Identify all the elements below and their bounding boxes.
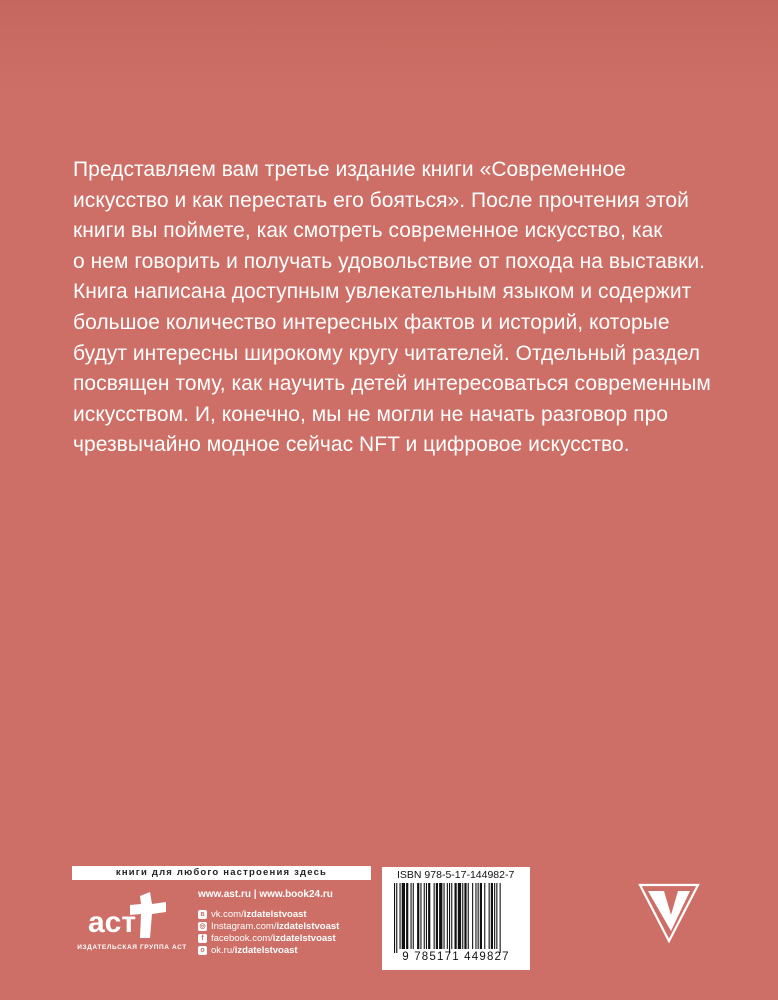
- barcode-bar: [494, 883, 495, 949]
- barcode-bar: [394, 883, 395, 953]
- publisher-block: [72, 886, 192, 958]
- barcode-bar: [500, 883, 501, 953]
- odnoklassniki-icon: о: [198, 946, 207, 955]
- barcode-bar: [468, 883, 469, 949]
- publisher-links: [198, 889, 378, 956]
- barcode-bar: [426, 883, 427, 949]
- barcode-bars: [394, 883, 518, 953]
- social-prefix: ok.ru/: [211, 944, 235, 956]
- website-links[interactable]: www.ast.ru | www.book24.ru: [198, 889, 333, 900]
- barcode-bar: [484, 883, 485, 949]
- social-link-facebook[interactable]: [198, 932, 378, 944]
- vk-icon: в: [198, 910, 207, 919]
- barcode-bar: [464, 883, 466, 949]
- barcode-bar: [413, 883, 414, 949]
- description-line: искусством. И, конечно, мы не могли не начать разговор про: [73, 402, 669, 426]
- social-prefix: facebook.com/: [211, 932, 273, 944]
- social-handle: izdatelstvoast: [276, 920, 340, 932]
- description-line: посвящен тому, как научить детей интересоваться современным: [73, 372, 711, 396]
- description-line: Представляем вам третье издание книги «Современное: [73, 158, 626, 181]
- barcode-bar: [475, 883, 476, 949]
- description-line: большое количество интересных фактов и историй, которые: [73, 310, 670, 334]
- barcode-bar: [417, 883, 419, 949]
- slogan-banner: книги для любого настроения здесь: [72, 866, 371, 880]
- social-handle: izdatelstvoast: [272, 932, 336, 944]
- barcode-bar: [434, 883, 435, 949]
- ast-logo-icon: [86, 890, 178, 942]
- isbn-number: ISBN 978-5-17-144982-7: [397, 869, 515, 881]
- description-line: о нем говорить и получать удовольствие от похода на выставки.: [73, 249, 706, 273]
- barcode-bar: [447, 883, 448, 949]
- barcode-bar: [439, 883, 442, 949]
- social-handle: izdatelstvoast: [243, 908, 307, 920]
- barcode-bar: [402, 883, 405, 949]
- barcode-bar: [424, 883, 425, 949]
- social-link-vk[interactable]: [198, 908, 378, 920]
- social-link-instagram[interactable]: [198, 920, 378, 932]
- barcode-bar: [444, 883, 445, 949]
- barcode-bar: [462, 883, 463, 949]
- barcode-bar: [420, 883, 421, 949]
- barcode-bar: [400, 883, 401, 949]
- facebook-icon: f: [198, 934, 207, 943]
- book-description: [73, 155, 733, 461]
- description-line: будут интересны широкому кругу читателей. Отдельный раздел: [73, 341, 701, 365]
- barcode-bar: [436, 883, 438, 949]
- barcode: [382, 867, 530, 970]
- top-shadow: [0, 0, 778, 90]
- description-line: искусство и как перестать его бояться». После прочтения этой: [73, 188, 689, 212]
- ean-digits: 9 785171 449827: [402, 951, 510, 963]
- description-line: книги вы поймете, как смотреть современное искусство, как: [73, 219, 663, 243]
- barcode-bar: [411, 883, 412, 949]
- social-link-ok[interactable]: [198, 944, 378, 956]
- social-prefix: vk.com/: [211, 908, 244, 920]
- barcode-bar: [451, 883, 452, 949]
- logo-lettering: аст: [88, 906, 137, 939]
- imprint-label: ИЗДАТЕЛЬСКАЯ ГРУППА АСТ: [77, 944, 187, 951]
- barcode-bar: [406, 883, 408, 949]
- instagram-icon: ◎: [199, 922, 206, 930]
- barcode-bar: [491, 883, 493, 949]
- v-logo-icon: [638, 883, 700, 943]
- social-handle: izdatelstvoast: [234, 944, 298, 956]
- barcode-bar: [449, 883, 450, 953]
- barcode-bar: [478, 883, 479, 949]
- barcode-bar: [428, 883, 430, 949]
- barcode-bar: [458, 883, 461, 949]
- barcode-bar: [472, 883, 473, 949]
- social-prefix: Instagram.com/: [211, 920, 277, 932]
- description-line: Книга написана доступным увлекательным языком и содержит: [73, 280, 692, 304]
- barcode-bar: [455, 883, 457, 949]
- barcode-bar: [396, 883, 397, 953]
- barcode-bar: [489, 883, 490, 949]
- barcode-bar: [496, 883, 497, 949]
- description-line: чрезвычайно модное сейчас NFT и цифровое искусство.: [73, 433, 630, 457]
- barcode-bar: [480, 883, 482, 949]
